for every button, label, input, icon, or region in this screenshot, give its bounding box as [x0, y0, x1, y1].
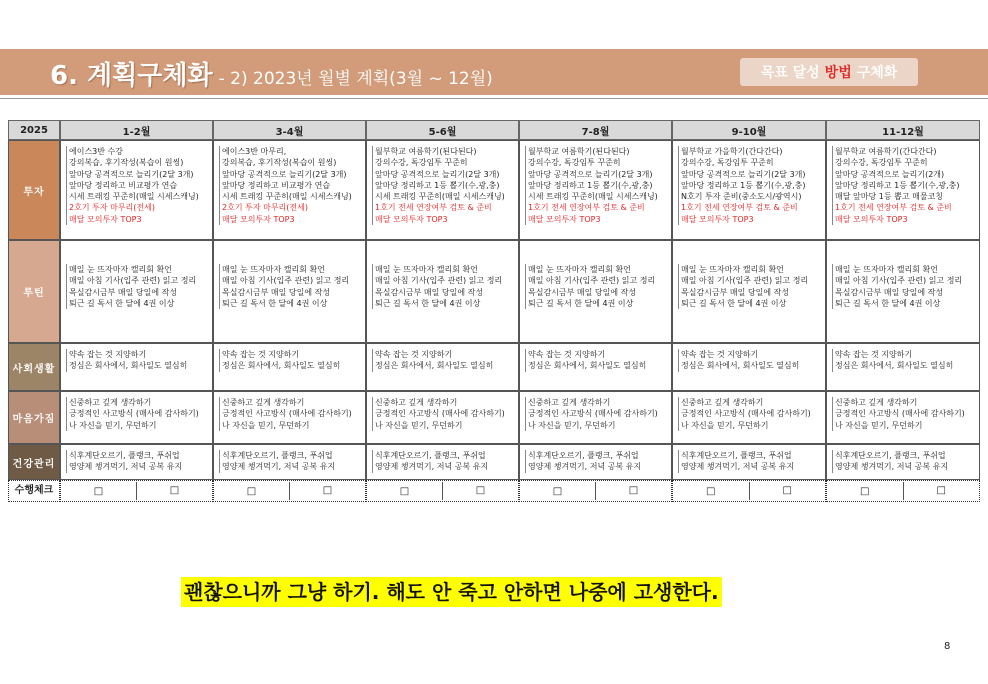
- plan-line: 식후계단오르기, 플랭크, 푸쉬업: [375, 451, 486, 460]
- plan-line: 신중하고 깊게 생각하기: [835, 398, 918, 407]
- plan-line: 약속 잡는 것 지양하기: [681, 350, 759, 359]
- mind-cell: [213, 391, 366, 444]
- checkbox[interactable]: □: [860, 485, 870, 497]
- plan-line-highlight: 매달 모의투자 TOP3: [69, 214, 142, 224]
- row-routine: [8, 240, 980, 343]
- plan-line-highlight: 매달 모의투자 TOP3: [222, 214, 295, 224]
- plan-line: 매일 눈 뜨자마자 캘리회 확언: [835, 265, 938, 274]
- plan-line: 월부학교 여름학기(간다간다): [835, 147, 937, 156]
- checkbox[interactable]: □: [442, 482, 518, 500]
- routine-cell: [826, 240, 980, 343]
- checkbox[interactable]: □: [595, 482, 671, 500]
- plan-line: 목실감시금부 매일 당일에 작성: [69, 287, 178, 297]
- invest-cell: [213, 140, 366, 240]
- plan-line: 약속 잡는 것 지양하기: [69, 350, 147, 359]
- period-header: 1-2월: [60, 120, 213, 140]
- plan-line: 앞마당 공격적으로 늘리기(2달 3개): [375, 169, 500, 179]
- plan-line: 앞마당 정리하고 1등 뽑기(수,광,충): [681, 180, 806, 190]
- plan-line: 신중하고 깊게 생각하기: [528, 398, 611, 407]
- row-social: [8, 343, 980, 391]
- plan-line: 강의복습, 후기작성(복습이 원씽): [69, 158, 184, 168]
- plan-line: 식후계단오르기, 플랭크, 푸쉬업: [69, 451, 180, 460]
- checkbox[interactable]: □: [399, 485, 410, 497]
- plan-line: 에이스3반 수강: [69, 147, 124, 156]
- plan-line-highlight: 매달 모의투자 TOP3: [835, 214, 908, 224]
- plan-line: 앞마당 공격적으로 늘리기(2개): [835, 169, 945, 179]
- health-cell: [672, 444, 826, 480]
- plan-line: 매일 눈 뜨자마자 캘리회 확언: [222, 265, 325, 274]
- check-cell: [366, 480, 519, 502]
- plan-line: 강의수강, 독강임투 꾸준히: [375, 158, 468, 168]
- plan-line: 신중하고 깊게 생각하기: [681, 398, 764, 407]
- plan-line: 약속 잡는 것 지양하기: [375, 350, 453, 359]
- plan-line: 정심은 회사에서, 회사일도 열심히: [835, 361, 954, 371]
- check-label: 수행체크: [8, 480, 60, 502]
- plan-line: 앞마당 공격적으로 늘리기(2달 3개): [222, 169, 347, 179]
- invest-cell: [60, 140, 213, 240]
- row-mind: [8, 391, 980, 444]
- plan-line: 강의수강, 독강임투 꾸준히: [681, 158, 774, 168]
- plan-line: 월부학교 여름학기(된다된다): [528, 147, 630, 156]
- plan-line: 목실감시금부 매일 당일에 작성: [375, 287, 484, 297]
- plan-line: 약속 잡는 것 지양하기: [222, 350, 300, 359]
- plan-line: 정심은 회사에서, 회사일도 열심히: [222, 361, 341, 371]
- page-subtitle: - 2) 2023년 월별 계획(3월 ~ 12월): [218, 69, 493, 89]
- plan-line: 식후계단오르기, 플랭크, 푸쉬업: [528, 451, 639, 460]
- plan-line: 매달 앞마당 1등 뽑고 매물코칭: [835, 192, 943, 202]
- goal-badge-accent: 방법: [824, 65, 852, 81]
- period-header: 11-12월: [826, 120, 980, 140]
- social-cell: [366, 343, 519, 391]
- plan-line: 목실감시금부 매일 당일에 작성: [222, 287, 331, 297]
- plan-line: 긍정적인 사고방식 (매사에 감사하기): [835, 409, 965, 419]
- plan-line: 앞마당 공격적으로 늘리기(2달 3개): [528, 169, 653, 179]
- mind-cell: [519, 391, 672, 444]
- plan-line: 퇴근 길 독서 한 달에 4권 이상: [222, 298, 328, 308]
- social-cell: [60, 343, 213, 391]
- plan-line: 긍정적인 사고방식 (매사에 감사하기): [681, 409, 811, 419]
- goal-badge-post: 구체화: [856, 65, 898, 81]
- plan-line: 나 자신을 믿기, 무던하기: [69, 420, 157, 430]
- mind-cell: [366, 391, 519, 444]
- plan-line-highlight: 1호기 전세 연장여부 검토 & 준비: [375, 203, 492, 213]
- social-cell: [519, 343, 672, 391]
- plan-line: 앞마당 정리하고 1등 뽑기(수,광,충): [835, 180, 960, 190]
- plan-line: 목실감시금부 매일 당일에 작성: [681, 287, 790, 297]
- plan-line: 영양제 챙겨먹기, 저녁 공복 유지: [681, 462, 795, 472]
- checkbox[interactable]: □: [749, 482, 826, 500]
- plan-line: 시세 트래킹 꾸준히(매일 시세스캐닝): [222, 192, 352, 202]
- plan-line: 나 자신을 믿기, 무던하기: [375, 420, 463, 430]
- plan-line: 목실감시금부 매일 당일에 작성: [528, 287, 637, 297]
- motto-banner: 괜찮으니까 그냥 하기. 해도 안 죽고 안하면 나중에 고생한다.: [181, 577, 722, 607]
- plan-line: 매일 아침 기사(입주 관련) 읽고 정리: [835, 276, 963, 286]
- plan-line: 긍정적인 사고방식 (매사에 감사하기): [528, 409, 658, 419]
- plan-line: 월부학교 여름학기(된다된다): [375, 147, 477, 156]
- plan-line-highlight: 매달 모의투자 TOP3: [375, 214, 448, 224]
- plan-line: 강의수강, 독강임투 꾸준히: [835, 158, 928, 168]
- plan-line: 식후계단오르기, 플랭크, 푸쉬업: [222, 451, 333, 460]
- category-mind: 마음가짐: [8, 391, 60, 444]
- plan-line: 매일 눈 뜨자마자 캘리회 확언: [681, 265, 784, 274]
- plan-line: 퇴근 길 독서 한 달에 4권 이상: [835, 298, 941, 308]
- header-title-group: [50, 55, 493, 91]
- page-title: 6. 계획구체화: [50, 61, 213, 91]
- plan-line: 앞마당 공격적으로 늘리기(2달 3개): [681, 169, 806, 179]
- row-invest: [8, 140, 980, 240]
- plan-line-highlight: 매달 모의투자 TOP3: [528, 214, 601, 224]
- plan-line-highlight: 매달 모의투자 TOP3: [681, 214, 754, 224]
- plan-line: 매일 아침 기사(입주 관련) 읽고 정리: [375, 276, 503, 286]
- invest-cell: [672, 140, 826, 240]
- plan-table: [8, 120, 980, 502]
- plan-line: 나 자신을 믿기, 무던하기: [528, 420, 616, 430]
- plan-line: 앞마당 정리하고 1등 뽑기(수,광,충): [375, 180, 500, 190]
- social-cell: [213, 343, 366, 391]
- plan-line: 매일 아침 기사(입주 관련) 읽고 정리: [528, 276, 656, 286]
- plan-line: 매일 아침 기사(입주 관련) 읽고 정리: [69, 276, 197, 286]
- period-header: 9-10월: [672, 120, 826, 140]
- plan-line: 시세 트래킹 꾸준히(매일 시세스캐닝): [528, 192, 658, 202]
- plan-line: 목실감시금부 매일 당일에 작성: [835, 287, 944, 297]
- checkbox[interactable]: □: [136, 482, 212, 500]
- plan-line: 신중하고 깊게 생각하기: [375, 398, 458, 407]
- plan-line: 영양제 챙겨먹기, 저녁 공복 유지: [222, 462, 336, 472]
- plan-line: 매일 눈 뜨자마자 캘리회 확언: [69, 265, 172, 274]
- plan-line: 시세 트래킹 꾸준히(매일 시세스캐닝): [69, 192, 199, 202]
- plan-line: 시세 트래킹 꾸준히(매일 시세스캐닝): [375, 192, 505, 202]
- health-cell: [826, 444, 980, 480]
- plan-line-highlight: 2호기 투자 마무리(전세): [222, 203, 308, 213]
- health-cell: [519, 444, 672, 480]
- checkbox[interactable]: □: [903, 482, 980, 500]
- plan-line: 영양제 챙겨먹기, 저녁 공복 유지: [835, 462, 949, 472]
- plan-line: 나 자신을 믿기, 무던하기: [222, 420, 310, 430]
- plan-line-highlight: 1호기 전세 연장여부 검토 & 준비: [528, 203, 645, 213]
- plan-line: 약속 잡는 것 지양하기: [835, 350, 913, 359]
- plan-line: N호기 투자 준비(중소도시/광역시): [681, 192, 802, 202]
- plan-line: 영양제 챙겨먹기, 저녁 공복 유지: [375, 462, 489, 472]
- routine-cell: [60, 240, 213, 343]
- header-row: [8, 120, 980, 140]
- goal-badge: [740, 58, 918, 86]
- routine-cell: [213, 240, 366, 343]
- plan-line: 정심은 회사에서, 회사일도 열심히: [528, 361, 647, 371]
- routine-cell: [519, 240, 672, 343]
- plan-line: 퇴근 길 독서 한 달에 4권 이상: [681, 298, 787, 308]
- plan-line: 앞마당 공격적으로 늘리기(2달 3개): [69, 169, 194, 179]
- check-cell: [826, 480, 980, 502]
- plan-line: 긍정적인 사고방식 (매사에 감사하기): [375, 409, 505, 419]
- plan-line: 앞마당 정리하고 비교평가 연습: [69, 180, 178, 190]
- invest-cell: [366, 140, 519, 240]
- plan-line: 매일 아침 기사(입주 관련) 읽고 정리: [681, 276, 809, 286]
- plan-line: 나 자신을 믿기, 무던하기: [681, 420, 769, 430]
- row-health: [8, 444, 980, 480]
- plan-line: 식후계단오르기, 플랭크, 푸쉬업: [835, 451, 946, 460]
- checkbox[interactable]: □: [289, 482, 365, 500]
- invest-cell: [519, 140, 672, 240]
- check-cell: [519, 480, 672, 502]
- goal-badge-pre: 목표 달성: [760, 65, 820, 81]
- plan-line-highlight: 1호기 전세 연장여부 검토 & 준비: [835, 203, 952, 213]
- plan-line-highlight: 2호기 투자 마무리(전세): [69, 203, 155, 213]
- plan-line: 앞마당 정리하고 비교평가 연습: [222, 180, 331, 190]
- period-header: 7-8월: [519, 120, 672, 140]
- check-cell: [672, 480, 826, 502]
- plan-line: 영양제 챙겨먹기, 저녁 공복 유지: [69, 462, 183, 472]
- mind-cell: [60, 391, 213, 444]
- routine-cell: [672, 240, 826, 343]
- period-header: 3-4월: [213, 120, 366, 140]
- plan-line: 매일 눈 뜨자마자 캘리회 확언: [375, 265, 478, 274]
- mind-cell: [672, 391, 826, 444]
- plan-line: 월부학교 가을학기(간다간다): [681, 147, 783, 156]
- checkbox[interactable]: □: [552, 485, 563, 497]
- plan-line-highlight: 1호기 전세 연장여부 검토 & 준비: [681, 203, 798, 213]
- check-cell: [213, 480, 366, 502]
- health-cell: [366, 444, 519, 480]
- plan-line: 퇴근 길 독서 한 달에 4권 이상: [375, 298, 481, 308]
- plan-line: 긍정적인 사고방식 (매사에 감사하기): [69, 409, 199, 419]
- plan-line: 신중하고 깊게 생각하기: [222, 398, 305, 407]
- year-cell: 2025: [8, 120, 60, 140]
- plan-line: 강의복습, 후기작성(복습이 원씽): [222, 158, 337, 168]
- social-cell: [826, 343, 980, 391]
- plan-line: 앞마당 정리하고 1등 뽑기(수,광,충): [528, 180, 653, 190]
- checkbox[interactable]: □: [93, 485, 104, 497]
- routine-cell: [366, 240, 519, 343]
- invest-cell: [826, 140, 980, 240]
- plan-line: 퇴근 길 독서 한 달에 4권 이상: [528, 298, 634, 308]
- plan-line: 신중하고 깊게 생각하기: [69, 398, 152, 407]
- health-cell: [60, 444, 213, 480]
- page-number: 8: [944, 641, 951, 652]
- social-cell: [672, 343, 826, 391]
- divider: [0, 98, 988, 99]
- plan-line: 정심은 회사에서, 회사일도 열심히: [375, 361, 494, 371]
- check-cell: [60, 480, 213, 502]
- plan-line: 에이스3반 마무리,: [222, 147, 287, 156]
- plan-line: 식후계단오르기, 플랭크, 푸쉬업: [681, 451, 792, 460]
- category-social: 사회생활: [8, 343, 60, 391]
- row-check: [8, 480, 980, 502]
- checkbox[interactable]: □: [246, 485, 257, 497]
- plan-line: 긍정적인 사고방식 (매사에 감사하기): [222, 409, 352, 419]
- plan-line: 강의수강, 독강임투 꾸준히: [528, 158, 621, 168]
- period-header: 5-6월: [366, 120, 519, 140]
- plan-line: 매일 아침 기사(입주 관련) 읽고 정리: [222, 276, 350, 286]
- checkbox[interactable]: □: [706, 485, 716, 497]
- plan-line: 정심은 회사에서, 회사일도 열심히: [681, 361, 800, 371]
- category-routine: 루틴: [8, 240, 60, 343]
- health-cell: [213, 444, 366, 480]
- mind-cell: [826, 391, 980, 444]
- category-health: 건강관리: [8, 444, 60, 480]
- category-invest: 투자: [8, 140, 60, 240]
- plan-line: 퇴근 길 독서 한 달에 4권 이상: [69, 298, 175, 308]
- plan-line: 매일 눈 뜨자마자 캘리회 확언: [528, 265, 631, 274]
- plan-line: 나 자신을 믿기, 무던하기: [835, 420, 923, 430]
- plan-line: 약속 잡는 것 지양하기: [528, 350, 606, 359]
- plan-line: 영양제 챙겨먹기, 저녁 공복 유지: [528, 462, 642, 472]
- plan-line: 정심은 회사에서, 회사일도 열심히: [69, 361, 188, 371]
